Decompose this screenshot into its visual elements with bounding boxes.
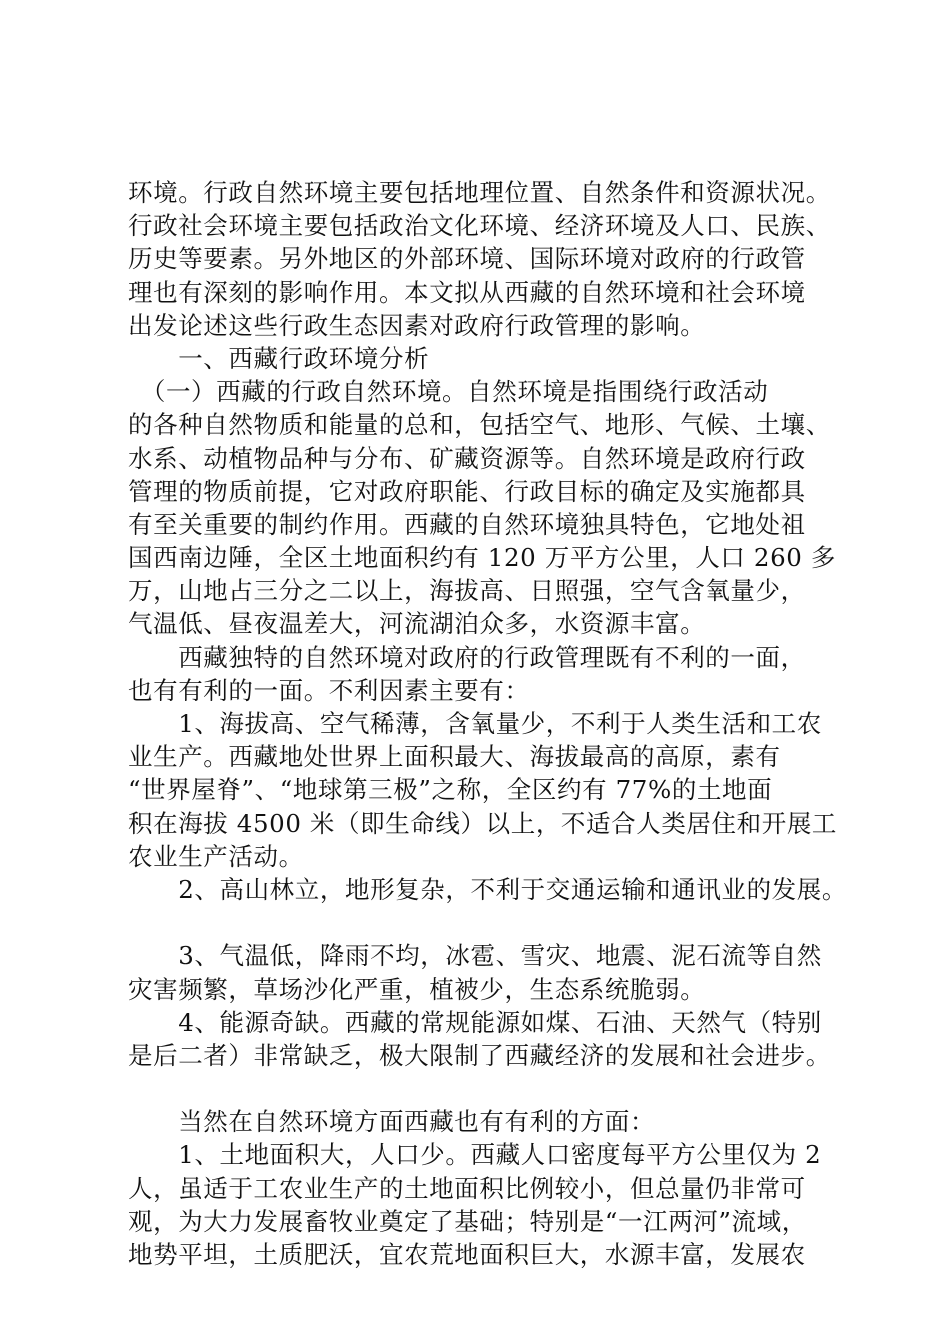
list-item: 4、能源奇缺。西藏的常规能源如煤、石油、天然气（特别: [128, 1007, 822, 1037]
blank-line: [128, 906, 838, 939]
text-line: 人，虽适于工农业生产的土地面积比例较小，但总量仍非常可: [128, 1173, 806, 1203]
text-line: 万，山地占三分之二以上，海拔高、日照强，空气含氧量少，: [128, 576, 806, 606]
text-line: 管理的物质前提，它对政府职能、行政目标的确定及实施都具: [128, 476, 806, 506]
text-line: 观，为大力发展畜牧业奠定了基础；特别是“一江两河”流域，: [128, 1206, 807, 1236]
text-line: 行政社会环境主要包括政治文化环境、经济环境及人口、民族、: [128, 211, 831, 241]
subsection-heading: （一）西藏的行政自然环境。自然环境是指围绕行政活动: [128, 377, 769, 407]
text-line: 国西南边陲，全区土地面积约有 120 万平方公里，人口 260 多: [128, 543, 836, 573]
text-line: 当然在自然环境方面西藏也有有利的方面：: [128, 1107, 656, 1137]
text-line: 业生产。西藏地处世界上面积最大、海拔最高的高原，素有: [128, 742, 781, 772]
list-item: 3、气温低，降雨不均，冰雹、雪灾、地震、泥石流等自然: [128, 941, 822, 971]
document-body: [128, 176, 847, 1271]
list-item: 2、高山林立，地形复杂，不利于交通运输和通讯业的发展。: [128, 874, 847, 904]
text-line: “世界屋脊”、“地球第三极”之称，全区约有 77%的土地面: [128, 775, 773, 805]
text-line: 积在海拔 4500 米（即生命线）以上，不适合人类居住和开展工: [128, 808, 838, 838]
text-line: 理也有深刻的影响作用。本文拟从西藏的自然环境和社会环境: [128, 277, 806, 307]
text-line: 水系、动植物品种与分布、矿藏资源等。自然环境是政府行政: [128, 443, 806, 473]
list-item: 1、土地面积大，人口少。西藏人口密度每平方公里仅为 2: [128, 1140, 822, 1170]
text-line: 灾害频繁，草场沙化严重，植被少，生态系统脆弱。: [128, 974, 706, 1004]
text-line: 也有有利的一面。不利因素主要有：: [128, 675, 530, 705]
text-line: 是后二者）非常缺乏，极大限制了西藏经济的发展和社会进步。: [128, 1040, 831, 1070]
text-line: 有至关重要的制约作用。西藏的自然环境独具特色，它地处祖: [128, 509, 806, 539]
list-item: 1、海拔高、空气稀薄，含氧量少，不利于人类生活和工农: [128, 709, 822, 738]
text-line: 历史等要素。另外地区的外部环境、国际环境对政府的行政管: [128, 244, 806, 274]
text-line: 地势平坦，土质肥沃，宜农荒地面积巨大，水源丰富，发展农: [128, 1240, 806, 1269]
section-heading: 一、西藏行政环境分析: [128, 343, 430, 373]
text-line: 出发论述这些行政生态因素对政府行政管理的影响。: [128, 310, 706, 340]
text-line: 的各种自然物质和能量的总和，包括空气、地形、气候、土壤、: [128, 410, 831, 440]
text-line: 农业生产活动。: [128, 841, 304, 871]
text-line: 气温低、昼夜温差大，河流湖泊众多，水资源丰富。: [128, 609, 706, 639]
text-line: 西藏独特的自然环境对政府的行政管理既有不利的一面，: [128, 642, 806, 672]
text-line: 环境。行政自然环境主要包括地理位置、自然条件和资源状况。: [128, 178, 831, 207]
blank-line: [128, 1072, 838, 1105]
